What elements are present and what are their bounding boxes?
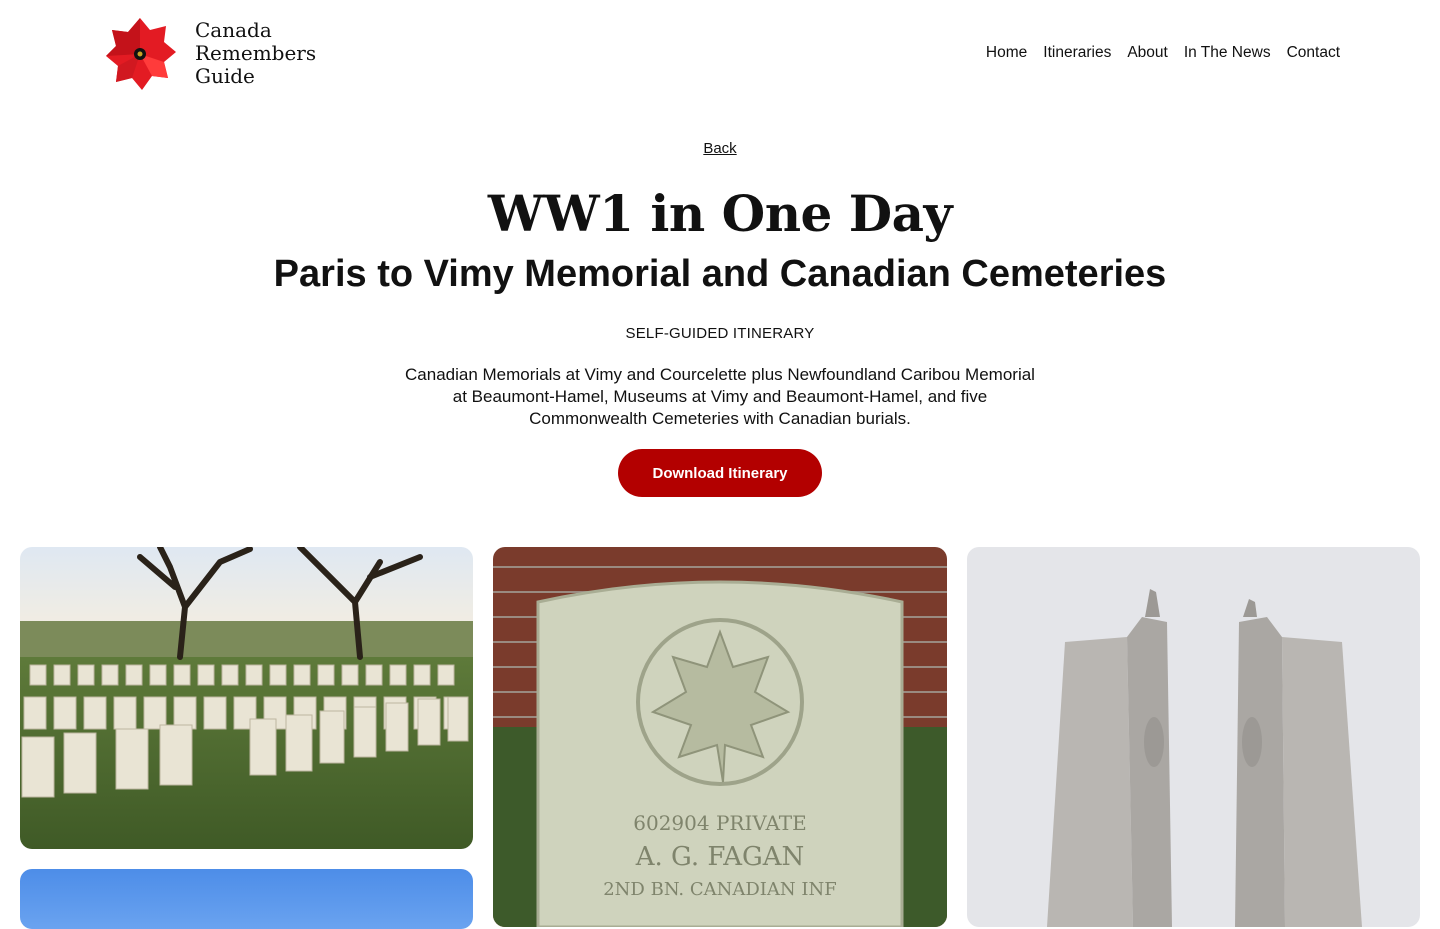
back-row [0,140,1440,158]
headstone-inscription-line: A. G. FAGAN [635,842,805,872]
itinerary-description: Canadian Memorials at Vimy and Courcelette plus Newfoundland Caribou Memorial at Beaumont-Hamel, Museums at Vimy and Beaumont-Hamel, and five Commonwealth Cemeteries with Canadian burials. [405,365,1035,428]
brand-line: Remembers [195,41,317,65]
nav-itineraries[interactable]: Itineraries [1043,44,1112,61]
headstone-inscription-line: 2ND BN. CANADIAN INF [603,879,837,900]
poppy-logo-icon[interactable] [104,16,176,92]
main-nav [986,44,1340,62]
nav-about[interactable]: About [1127,44,1168,61]
headstone-inscription-line: 602904 PRIVATE [633,811,807,835]
sky-photo[interactable] [20,869,473,929]
brand-name[interactable] [195,19,316,88]
page-subtitle: Paris to Vimy Memorial and Canadian Cemeteries [273,253,1167,295]
nav-home[interactable]: Home [985,44,1028,61]
brand-line: Guide [195,64,255,88]
back-link[interactable]: Back [703,140,737,157]
brand-line: Canada [195,18,272,42]
cemetery-photo[interactable] [20,547,473,849]
nav-in-the-news[interactable]: In The News [1183,44,1271,61]
vimy-memorial-photo[interactable] [967,547,1420,927]
nav-contact[interactable]: Contact [1286,44,1340,61]
download-itinerary-button[interactable]: Download Itinerary [618,449,822,497]
page-title: WW1 in One Day [487,184,953,243]
itinerary-type-label: SELF-GUIDED ITINERARY [625,325,815,342]
site-header [0,0,1440,110]
headstone-photo[interactable] [493,547,947,927]
